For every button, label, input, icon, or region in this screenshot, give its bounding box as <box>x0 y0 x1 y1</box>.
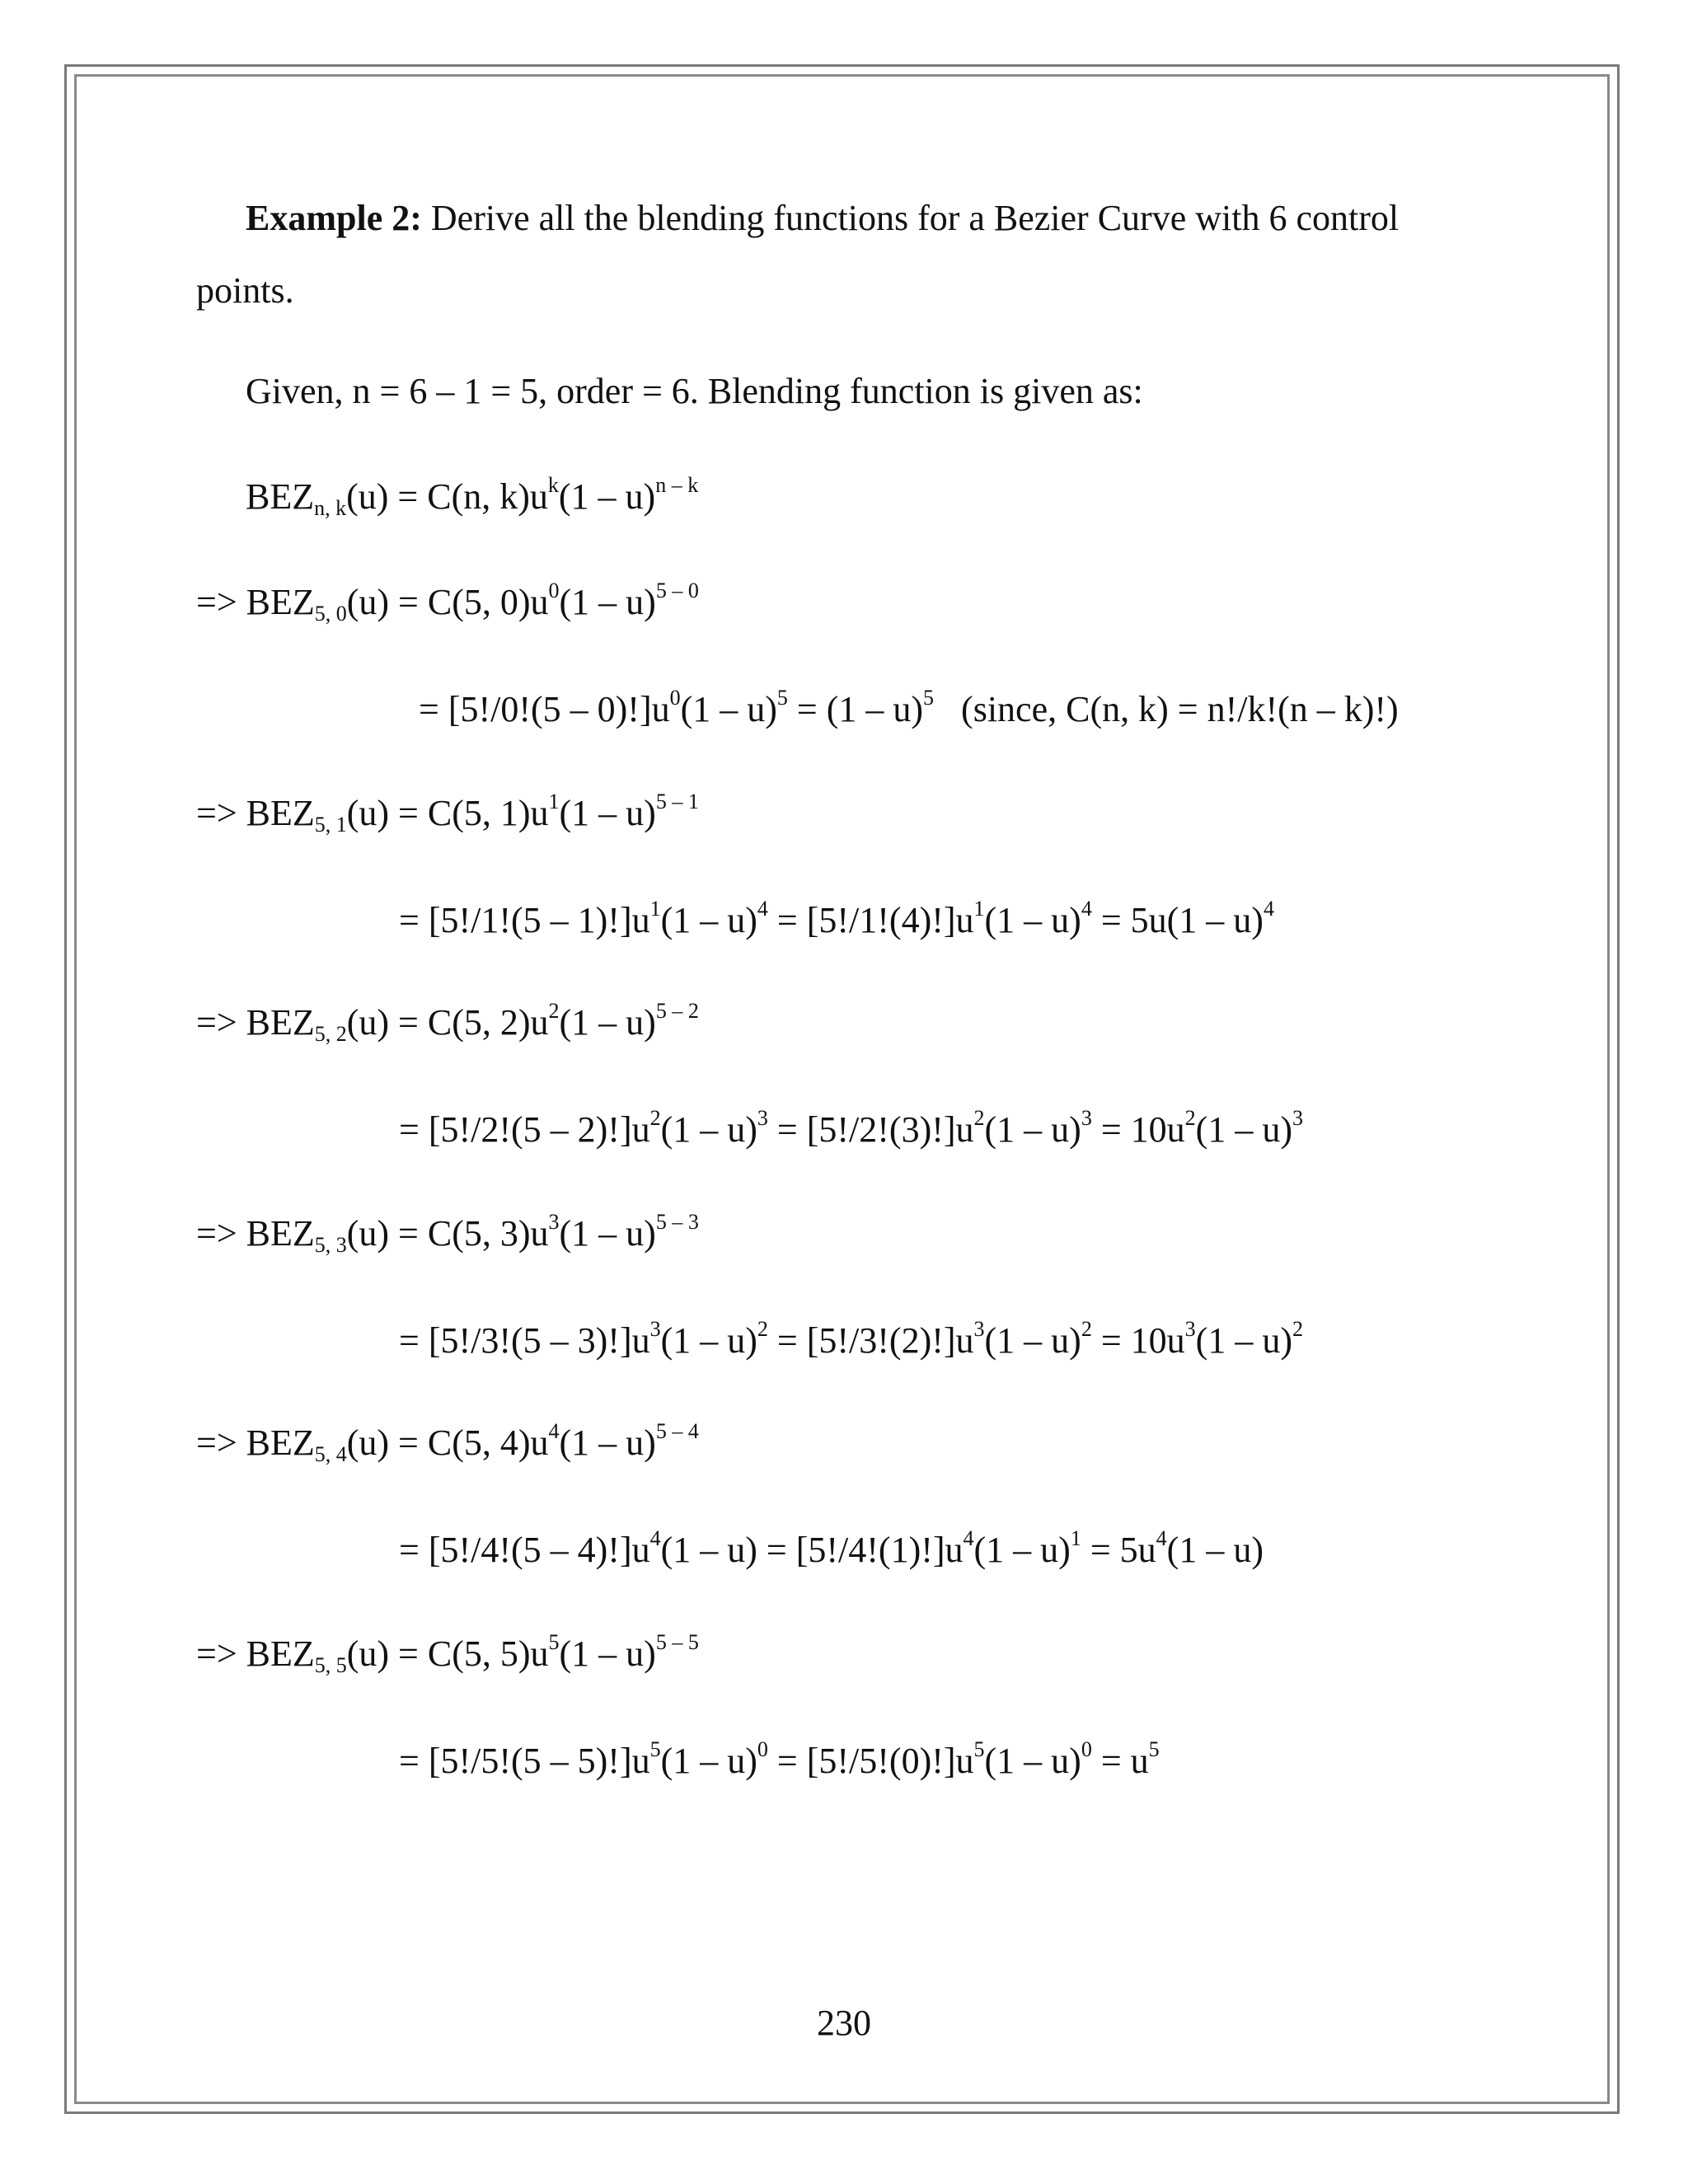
derivation-rhs: = $[5!/1!(5 - 1)!]u^1(1 - u)^4 = [5!/1!(4)!]u^1(1 - u)^4 = 5u(1 - u)^4$ <box>399 897 1274 940</box>
derivation-rhs: = $[5!/0!(5 - 0)!]u^0(1 - u)^5 = (1 - u)^5$ (since, C(n, k) = n!/k!(n – k)!) <box>419 686 1399 729</box>
derivation-lhs: => $BEZ_{5, 5}(u) = C(5$, $5)u^5(1 - u)^{5 - 5}$ <box>196 1630 699 1677</box>
derivation-lhs: => $BEZ_{5, 1}(u) = C(5$, $1)u^1(1 - u)^{5 - 1}$ <box>196 790 699 837</box>
example-heading <box>246 198 1399 239</box>
derivation-lhs: => $BEZ_{5, 0}(u) = C(5$, $0)u^0(1 - u)^{5 - 0}$ <box>196 579 699 626</box>
derivation-rhs: = $[5!/2!(5 - 2)!]u^2(1 - u)^3 = [5!/2!(3)!]u^2(1 - u)^3 = 10u^2(1 - u)^3$ <box>399 1106 1303 1150</box>
example-label: Example 2: <box>246 198 422 238</box>
derivation-lhs: => $BEZ_{5, 3}(u) = C(5$, $3)u^3(1 - u)^{5 - 3}$ <box>196 1210 699 1257</box>
derivation-lhs: => $BEZ_{5, 2}(u) = C(5$, $2)u^2(1 - u)^{5 - 2}$ <box>196 999 699 1046</box>
derivation-rhs: = $[5!/5!(5 - 5)!]u^5(1 - u)^0 = [5!/5!(0)!]u^5(1 - u)^0 = u^5$ <box>399 1737 1160 1781</box>
general-formula: $BEZ_{n, k}(u) = C(n$, $k)u^k(1 - u)^{n - k}$ <box>246 473 699 520</box>
given-statement: Given, n = 6 – 1 = 5, order = 6. Blending function is given as: <box>246 371 1143 411</box>
derivation-rhs: = $[5!/3!(5 - 3)!]u^3(1 - u)^2 = [5!/3!(2)!]u^3(1 - u)^2 = 10u^3(1 - u)^2$ <box>399 1317 1303 1361</box>
derivation-rhs: = $[5!/4!(5 - 4)!]u^4(1 - u) = [5!/4!(1)!]u^4(1 - u)^1 = 5u^4(1 - u)$ <box>399 1526 1264 1570</box>
example-text: Derive all the blending functions for a Bezier Curve with 6 control <box>421 198 1400 238</box>
example-text-continued: points. <box>196 270 294 311</box>
derivation-lhs: => $BEZ_{5, 4}(u) = C(5$, $4)u^4(1 - u)^{5 - 4}$ <box>196 1419 699 1466</box>
page-number: 230 <box>817 2003 871 2043</box>
